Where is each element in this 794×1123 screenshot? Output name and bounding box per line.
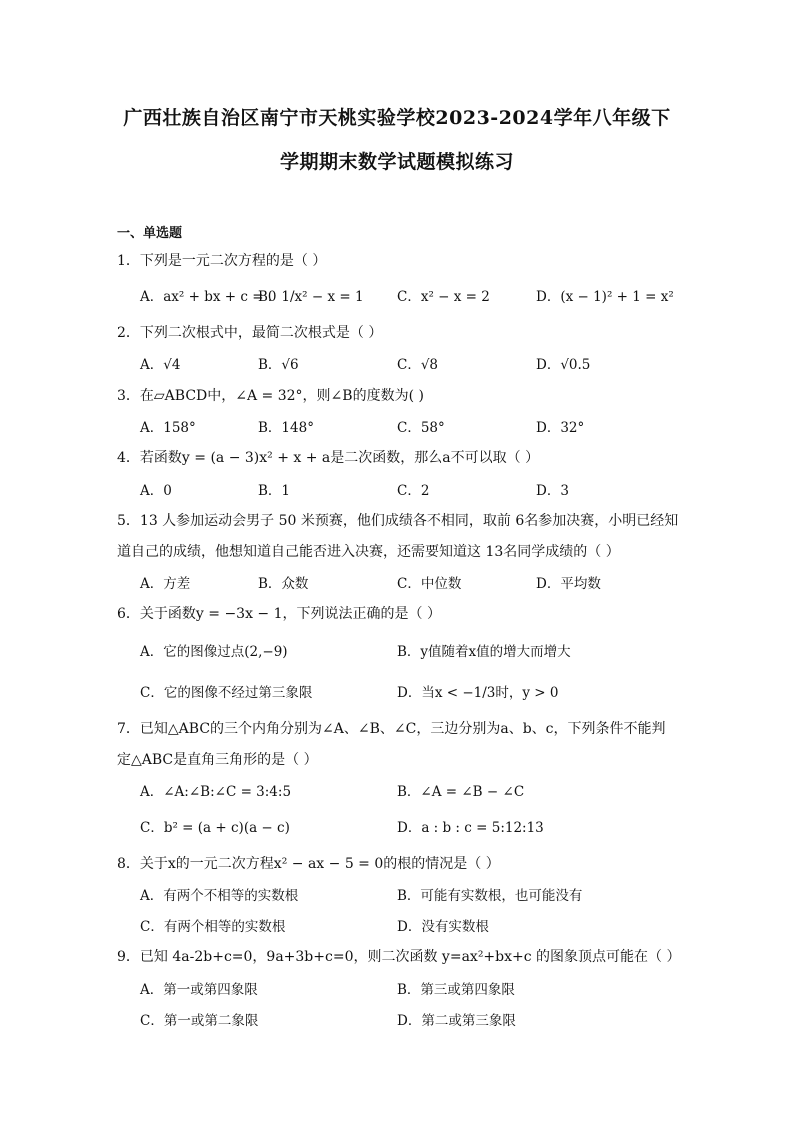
- question-1-option-a: A．ax² + bx + c = 0: [140, 289, 277, 305]
- question-2-option-d: D．√0.5: [536, 357, 591, 373]
- question-8-option-a: A．有两个不相等的实数根: [140, 888, 299, 904]
- document-title-line2: 学期期末数学试题模拟练习: [279, 151, 514, 173]
- question-9-option-d: D．第二或第三象限: [397, 1013, 516, 1029]
- question-1-option-b: B．1/x² − x = 1: [258, 289, 364, 305]
- question-3-option-d: D．32°: [536, 420, 585, 436]
- question-8-option-b: B．可能有实数根，也可能没有: [397, 888, 583, 904]
- question-7-stem-line1: 7．已知△ABC的三个内角分别为∠A、∠B、∠C，三边分别为a、b、c，下列条件不能判: [117, 721, 666, 737]
- question-1-option-c: C．x² − x = 2: [397, 289, 490, 305]
- question-2-option-c: C．√8: [397, 357, 439, 373]
- question-6-option-c: C．它的图像不经过第三象限: [140, 685, 313, 701]
- question-3-option-a: A．158°: [140, 420, 196, 436]
- question-9-option-b: B．第三或第四象限: [397, 982, 515, 998]
- question-5-stem-line2: 道自己的成绩，他想知道自己能否进入决赛，还需要知道这 13名同学成绩的（ ）: [117, 544, 620, 560]
- document-title-line1: 广西壮族自治区南宁市天桃实验学校2023-2024学年八年级下: [123, 107, 671, 129]
- question-5-stem-line1: 5．13 人参加运动会男子 50 米预赛，他们成绩各不相同，取前 6名参加决赛，小明已经知: [117, 513, 679, 529]
- question-4-option-b: B．1: [258, 483, 291, 499]
- question-7-option-a: A．∠A:∠B:∠C = 3:4:5: [140, 784, 292, 800]
- question-7-option-d: D．a : b : c = 5:12:13: [397, 820, 544, 836]
- question-6-option-d: D．当x < −1/3时，y > 0: [397, 685, 559, 701]
- question-5-option-c: C．中位数: [397, 576, 462, 592]
- question-5-option-a: A．方差: [140, 576, 191, 592]
- question-4-option-d: D．3: [536, 483, 569, 499]
- question-3-option-c: C．58°: [397, 420, 445, 436]
- question-3-stem: 3．在▱ABCD中，∠A = 32°，则∠B的度数为( ): [117, 388, 424, 404]
- question-9-stem: 9．已知 4a-2b+c=0，9a+3b+c=0，则二次函数 y=ax²+bx+c 的图象顶点可能在（ ）: [117, 949, 681, 965]
- question-5-option-d: D．平均数: [536, 576, 601, 592]
- question-9-option-c: C．第一或第二象限: [140, 1013, 259, 1029]
- question-8-option-c: C．有两个相等的实数根: [140, 919, 286, 935]
- question-3-option-b: B．148°: [258, 420, 314, 436]
- question-4-option-c: C．2: [397, 483, 430, 499]
- question-4-option-a: A．0: [140, 483, 172, 499]
- question-1-stem: 1．下列是一元二次方程的是（ ）: [117, 253, 327, 269]
- question-6-option-a: A．它的图像过点(2,−9): [140, 644, 288, 660]
- question-5-option-b: B．众数: [258, 576, 309, 592]
- question-6-option-b: B．y值随着x值的增大而增大: [397, 644, 571, 660]
- question-7-option-b: B．∠A = ∠B − ∠C: [397, 784, 525, 800]
- question-4-stem: 4．若函数y = (a − 3)x² + x + a是二次函数，那么a不可以取（ ）: [117, 450, 540, 466]
- question-2-option-a: A．√4: [140, 357, 181, 373]
- question-7-option-c: C．b² = (a + c)(a − c): [140, 820, 290, 836]
- question-6-stem: 6．关于函数y = −3x − 1，下列说法正确的是（ ）: [117, 606, 441, 622]
- question-1-option-d: D．(x − 1)² + 1 = x²: [536, 289, 674, 305]
- section-heading: 一、单选题: [117, 226, 183, 241]
- question-9-option-a: A．第一或第四象限: [140, 982, 258, 998]
- question-2-option-b: B．√6: [258, 357, 299, 373]
- question-8-stem: 8．关于x的一元二次方程x² − ax − 5 = 0的根的情况是（ ）: [117, 856, 500, 872]
- question-8-option-d: D．没有实数根: [397, 919, 489, 935]
- question-7-stem-line2: 定△ABC是直角三角形的是（ ）: [117, 752, 318, 768]
- question-2-stem: 2．下列二次根式中，最简二次根式是（ ）: [117, 325, 383, 341]
